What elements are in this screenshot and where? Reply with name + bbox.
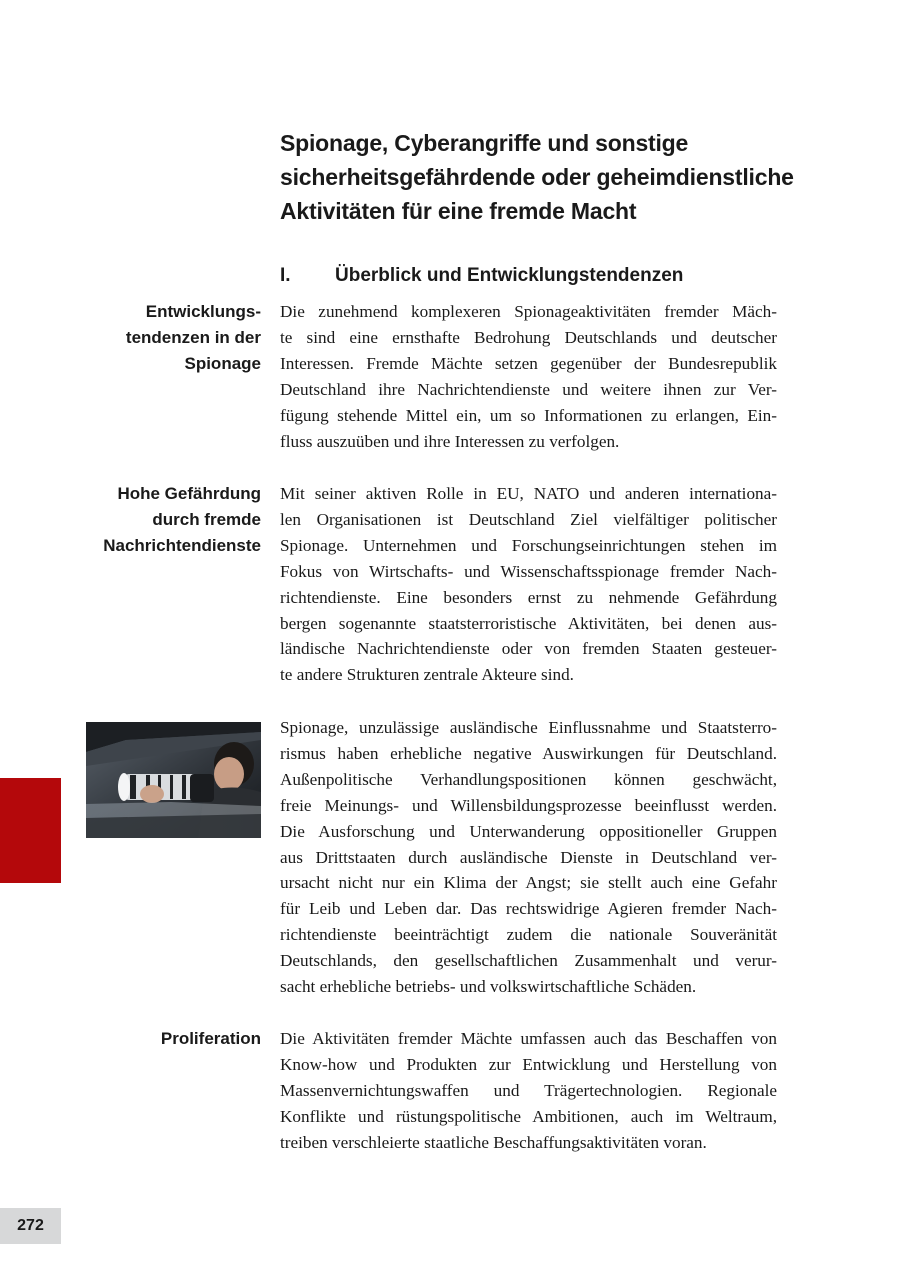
text-line: Spionage, unzulässige ausländische Einflussnahme und Staatsterro-: [280, 718, 777, 737]
section-number: I.: [280, 264, 291, 286]
text-line: für Leib und Leben dar. Das rechtswidrige Agieren fremder Nach-: [280, 899, 777, 919]
surveillance-photo: [86, 722, 261, 838]
margin-note-line: durch fremde: [152, 510, 261, 529]
chapter-title-line: Spionage, Cyberangriffe und sonstige: [280, 130, 689, 157]
page-number: 272: [0, 1208, 61, 1244]
text-line: treiben verschleierte staatliche Beschaffungsaktivitäten voran.: [280, 1132, 707, 1152]
text-line: Die zunehmend komplexeren Spionageaktivitäten fremder Mäch-: [280, 302, 777, 321]
margin-note-proliferation: [161, 1026, 261, 1052]
margin-note-line: Nachrichtendienste: [103, 536, 261, 555]
text-line: Interessen. Fremde Mächte setzen gegenüber der Bundesrepublik: [280, 353, 777, 373]
margin-note-line: Hohe Gefährdung: [117, 484, 261, 503]
text-line: richtendienste. Eine besonders ernst zu nehmende Gefährdung: [280, 587, 777, 607]
paragraph-4: [280, 1026, 777, 1156]
margin-note-line: Spionage: [184, 354, 261, 373]
text-line: Die Ausforschung und Unterwanderung oppositioneller Gruppen: [280, 821, 777, 841]
text-line: sacht erhebliche betriebs- und volkswirtschaftliche Schäden.: [280, 977, 697, 997]
text-line: bergen sogenannte staatsterroristische Aktivitäten, bei denen aus-: [280, 613, 777, 633]
paragraph-1: [280, 299, 777, 454]
margin-note-line: Entwicklungs-: [145, 302, 261, 321]
text-line: ländische Nachrichtendienste oder von fremden Staaten gesteuer-: [280, 639, 777, 659]
text-line: Deutschlands, den gesellschaftlichen Zusammenhalt und verur-: [280, 951, 777, 971]
text-line: Fokus von Wirtschafts- und Wissenschaftsspionage fremder Nach-: [280, 561, 777, 581]
text-line: Deutschland ihre Nachrichtendienste und weitere ihnen zur Ver-: [280, 379, 777, 399]
text-line: Konflikte und rüstungspolitische Ambitionen, auch im Weltraum,: [280, 1106, 777, 1126]
text-line: te andere Strukturen zentrale Akteure sind.: [280, 665, 574, 685]
margin-note-line: tendenzen in der: [125, 328, 261, 347]
text-line: rismus haben erhebliche negative Auswirkungen für Deutschland.: [280, 743, 777, 763]
text-line: Die Aktivitäten fremder Mächte umfassen auch das Beschaffen von: [280, 1029, 777, 1048]
text-line: freie Meinungs- und Willensbildungsprozesse beeinflusst werden.: [280, 795, 777, 815]
text-line: len Organisationen ist Deutschland Ziel vielfältiger politischer: [280, 509, 777, 529]
margin-note-hohe-gefaehrdung: [103, 481, 261, 559]
text-line: ursacht nicht nur ein Klima der Angst; sie stellt auch eine Gefahr: [280, 873, 777, 893]
chapter-title: [280, 126, 800, 228]
chapter-title-line: Aktivitäten für eine fremde Macht: [280, 198, 637, 225]
text-line: Know-how und Produkten zur Entwicklung und Herstellung von: [280, 1054, 777, 1074]
margin-note-entwicklungstendenzen: [126, 299, 261, 377]
text-line: Außenpolitische Verhandlungspositionen können geschwächt,: [280, 769, 777, 789]
text-line: Spionage. Unternehmen und Forschungseinrichtungen stehen im: [280, 535, 777, 555]
section-title: Überblick und Entwicklungstendenzen: [335, 264, 684, 286]
section-heading: [280, 262, 683, 290]
text-line: te sind eine ernsthafte Bedrohung Deutschlands und deutscher: [280, 327, 777, 347]
text-line: fluss auszuüben und ihre Interessen zu verfolgen.: [280, 431, 620, 451]
text-line: aus Drittstaaten durch ausländische Dienste in Deutschland ver-: [280, 847, 777, 867]
chapter-title-line: sicherheitsgefährdende oder geheimdienstliche: [280, 164, 794, 191]
chapter-marker-bar: [0, 778, 61, 883]
text-line: Mit seiner aktiven Rolle in EU, NATO und anderen internationa-: [280, 484, 777, 503]
margin-note-line: Proliferation: [160, 1029, 261, 1048]
text-line: richtendienste beeinträchtigt zudem die nationale Souveränität: [280, 925, 777, 945]
text-line: Massenvernichtungswaffen und Trägertechnologien. Regionale: [280, 1080, 777, 1100]
paragraph-2: [280, 481, 777, 688]
paragraph-3: [280, 715, 777, 1000]
text-line: fügung stehende Mittel ein, um so Informationen zu erlangen, Ein-: [280, 405, 777, 425]
